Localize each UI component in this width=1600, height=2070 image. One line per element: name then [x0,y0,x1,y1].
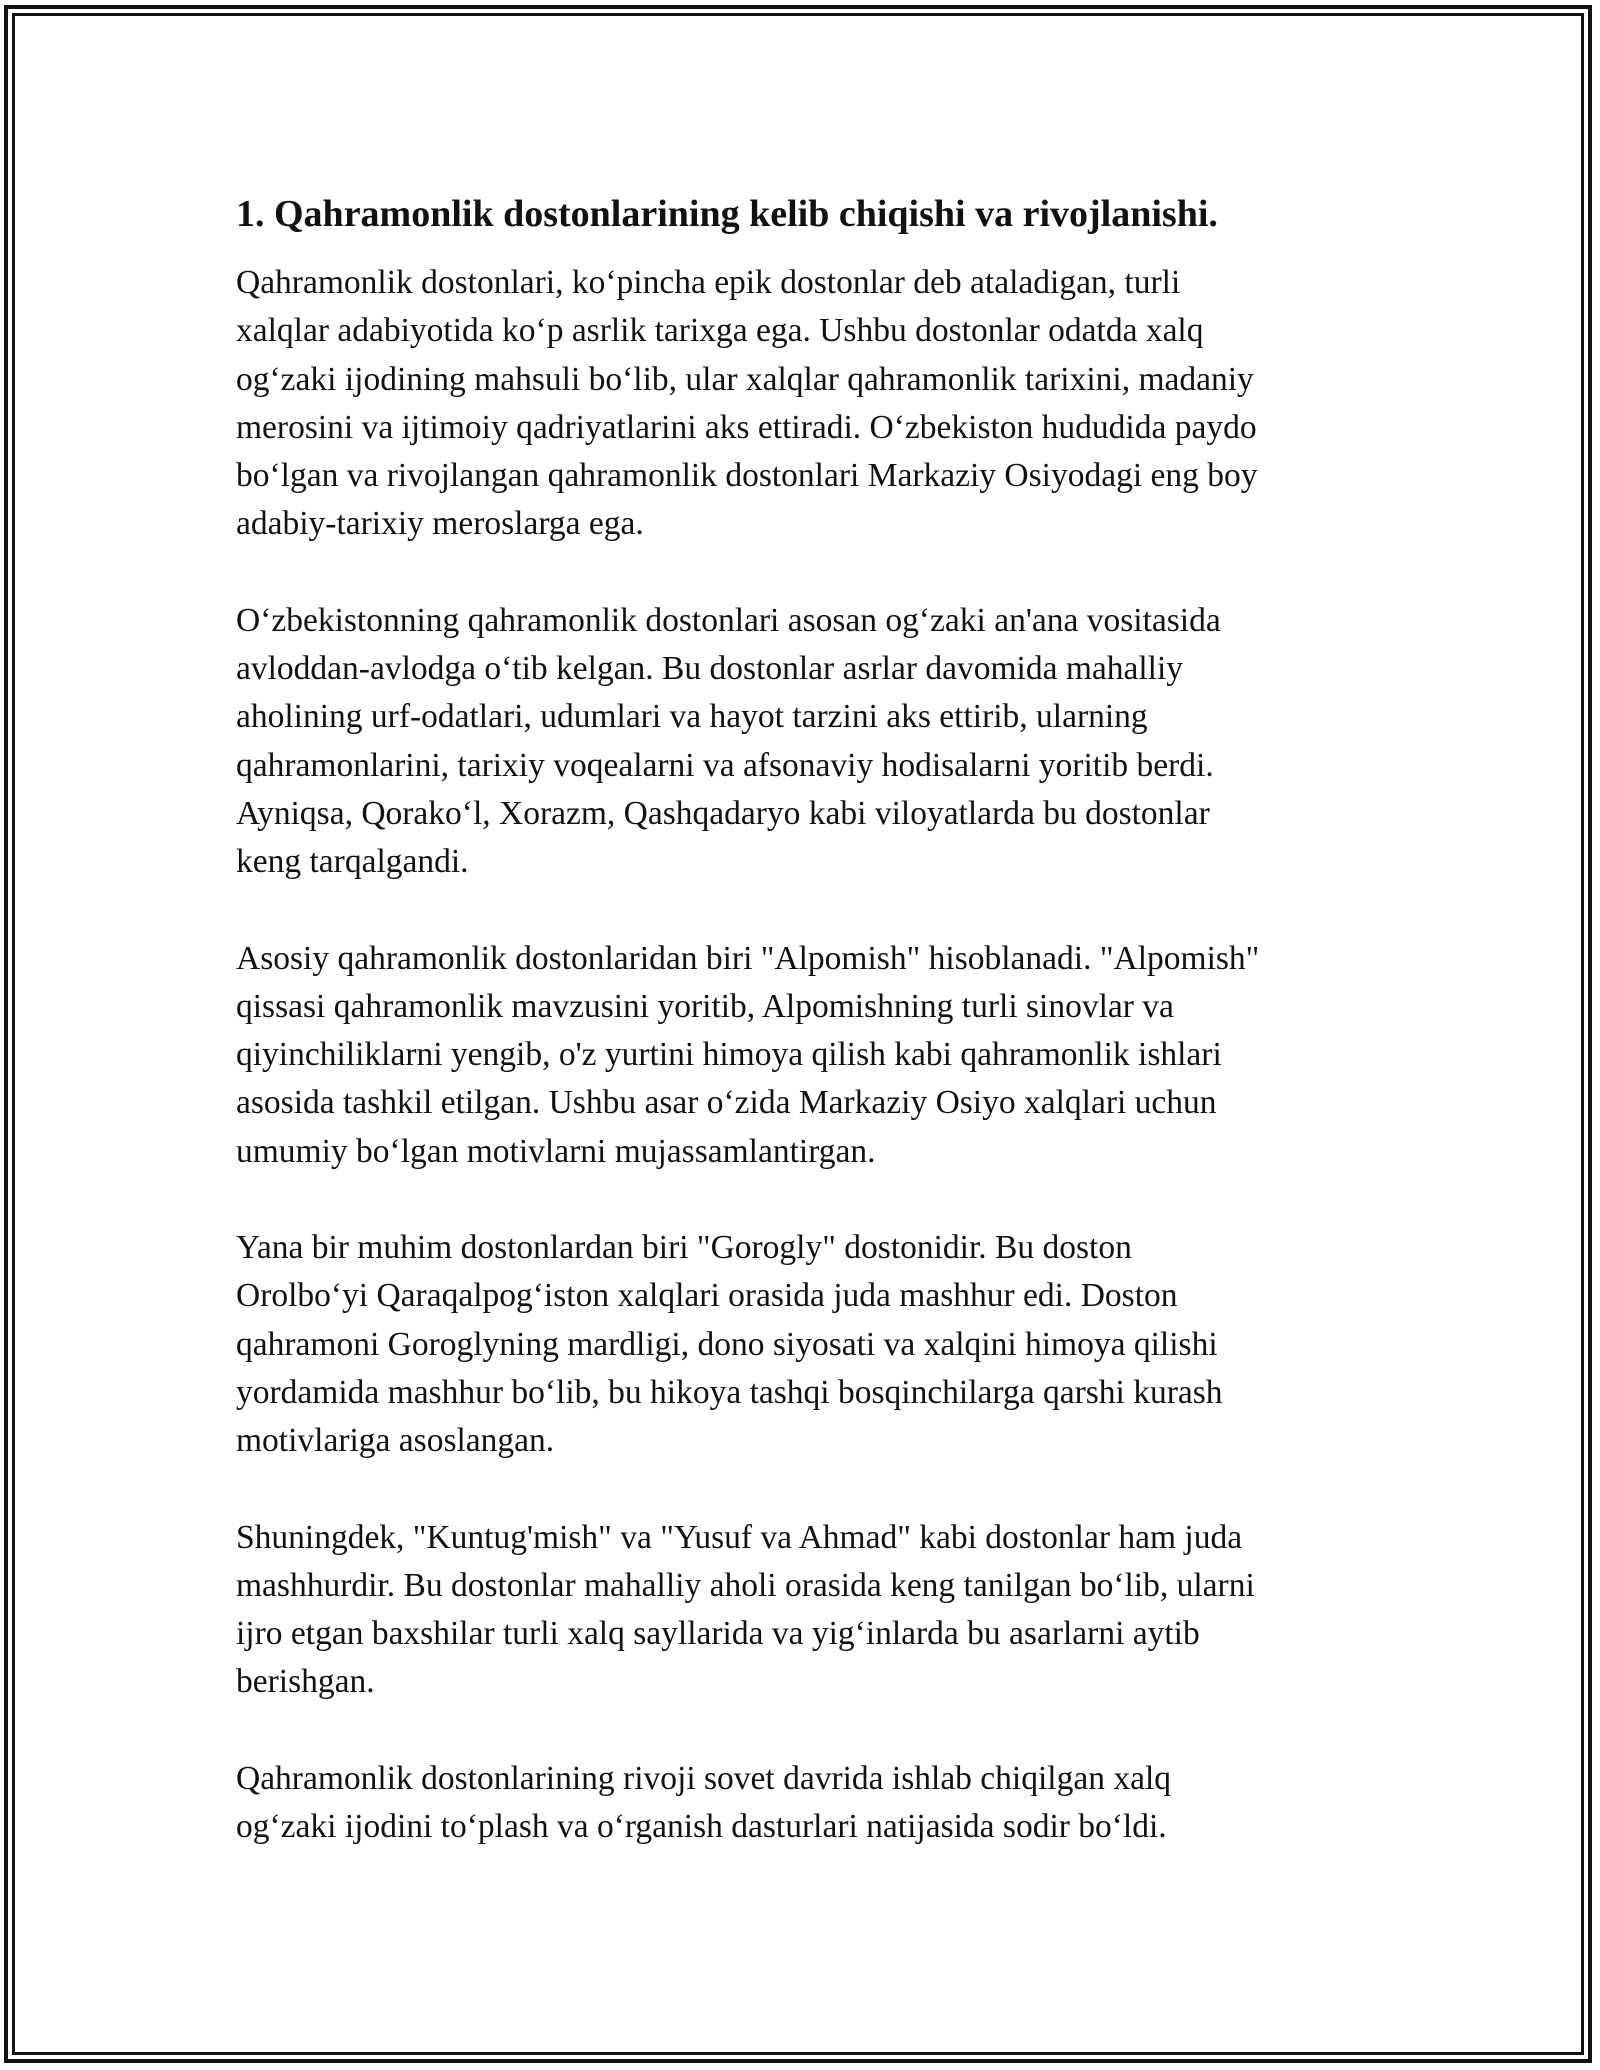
text-line: Qahramonlik dostonlari, ko‘pincha epik dostonlar deb ataladigan, turli [236,264,1181,301]
text-line: mashhurdir. Bu dostonlar mahalliy aholi orasida keng tanilgan bo‘lib, ularni [236,1566,1255,1604]
text-line: asosida tashkil etilgan. Ushbu asar o‘zida Markaziy Osiyo xalqlari uchun [236,1084,1217,1122]
text-line: qissasi qahramonlik mavzusini yoritib, Alpomishning turli sinovlar va [236,987,1174,1025]
text-line: xalqlar adabiyotida ko‘p asrlik tarixga ega. Ushbu dostonlar odatda xalq [236,312,1204,350]
text-line: yordamida mashhur bo‘lib, bu hikoya tashqi bosqinchilarga qarshi kurash [236,1373,1223,1411]
text-line: adabiy-tarixiy meroslarga ega. [236,505,644,543]
paragraph-6 [236,1755,1366,1852]
document-body [236,185,1366,1899]
text-line: Orolbo‘yi Qaraqalpog‘iston xalqlari orasida juda mashhur edi. Doston [236,1277,1178,1315]
paragraph-3 [236,935,1366,1176]
text-line: Qahramonlik dostonlarining rivoji sovet davrida ishlab chiqilgan xalq [236,1759,1172,1797]
text-line: Shuningdek, "Kuntug'mish" va "Yusuf va Ahmad" kabi dostonlar ham juda [236,1518,1243,1556]
paragraph-2 [236,597,1366,887]
section-heading: 1. Qahramonlik dostonlarining kelib chiqishi va rivojlanishi. [236,193,1218,235]
text-line: qahramoni Goroglyning mardligi, dono siyosati va xalqini himoya qilishi [236,1325,1218,1363]
paragraph-4 [236,1224,1366,1465]
text-line: bo‘lgan va rivojlangan qahramonlik dostonlari Markaziy Osiyodagi eng boy [236,457,1258,495]
paragraph-1 [236,259,1366,549]
text-line: Yana bir muhim dostonlardan biri "Gorogly" dostonidir. Bu doston [236,1229,1132,1267]
text-line: keng tarqalgandi. [236,843,469,881]
text-line: Ayniqsa, Qorako‘l, Xorazm, Qashqadaryo kabi viloyatlarda bu dostonlar [236,794,1210,832]
text-line: umumiy bo‘lgan motivlarni mujassamlantirgan. [236,1132,876,1170]
text-line: og‘zaki ijodining mahsuli bo‘lib, ular xalqlar qahramonlik tarixini, madaniy [236,360,1254,398]
text-line: O‘zbekistonning qahramonlik dostonlari asosan og‘zaki an'ana vositasida [236,601,1221,639]
text-line: ijro etgan baxshilar turli xalq sayllarida va yig‘inlarda bu asarlarni aytib [236,1615,1200,1653]
text-line: avloddan-avlodga o‘tib kelgan. Bu dostonlar asrlar davomida mahalliy [236,650,1184,688]
text-line: og‘zaki ijodini to‘plash va o‘rganish dasturlari natijasida sodir bo‘ldi. [236,1808,1167,1846]
text-line: qahramonlarini, tarixiy voqealarni va afsonaviy hodisalarni yoritib berdi. [236,746,1214,784]
text-line: berishgan. [236,1663,375,1701]
text-line: motivlariga asoslangan. [236,1422,555,1460]
text-line: Asosiy qahramonlik dostonlaridan biri "Alpomish" hisoblanadi. "Alpomish" [236,939,1260,977]
text-line: qiyinchiliklarni yengib, o'z yurtini himoya qilish kabi qahramonlik ishlari [236,1036,1222,1074]
text-line: merosini va ijtimoiy qadriyatlarini aks ettiradi. O‘zbekiston hududida paydo [236,408,1257,446]
text-line: aholining urf-odatlari, udumlari va hayot tarzini aks ettirib, ularning [236,698,1148,736]
paragraph-5 [236,1514,1366,1707]
